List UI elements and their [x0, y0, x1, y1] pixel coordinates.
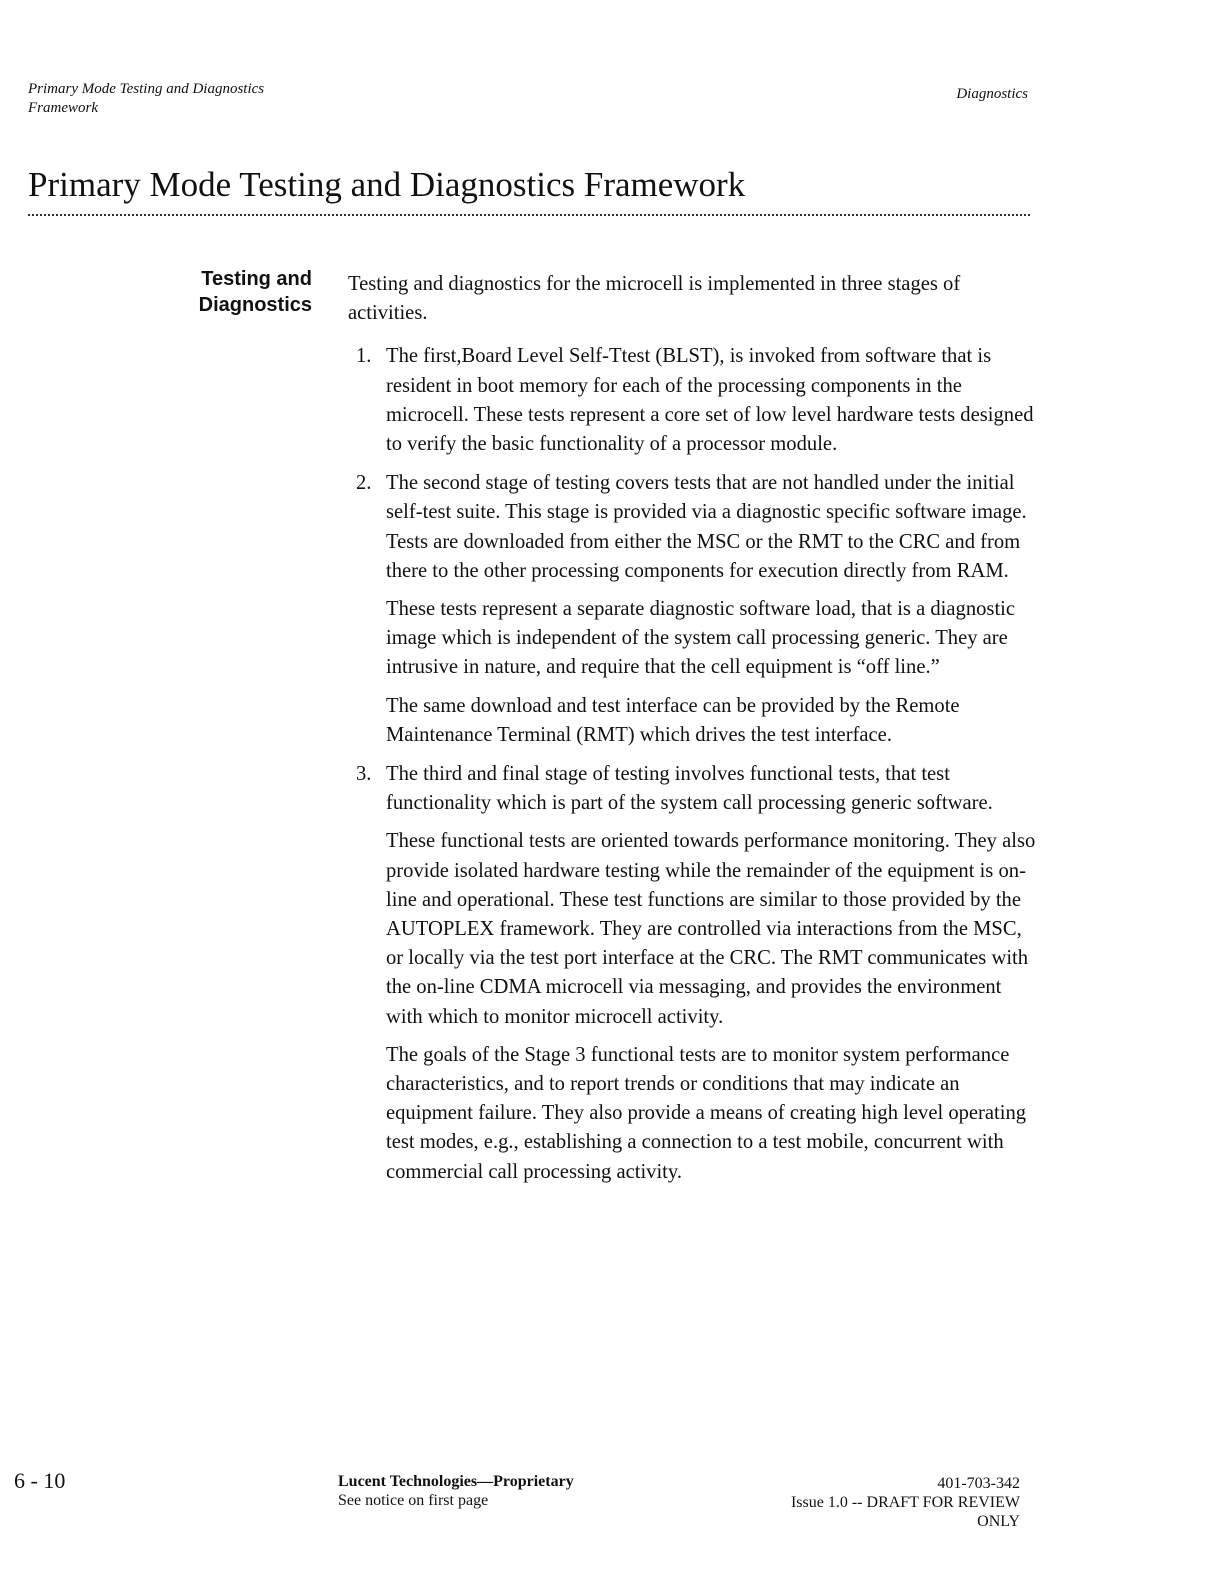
- section-side-heading: [150, 266, 312, 318]
- list-item-number: 1.: [356, 345, 372, 368]
- running-header-left: [28, 80, 428, 118]
- list-item-number: 3.: [356, 763, 372, 786]
- footer-doc-info: [700, 1474, 1020, 1531]
- footer-doc-number: 401-703-342: [937, 1475, 1020, 1492]
- list-item-paragraph: These tests represent a separate diagnostic software load, that is a diagnostic image which is independent of the system call processing generic. They are intrusive in nature, and require that the cell equipment is “off line.”: [386, 598, 1016, 679]
- title-divider: [28, 214, 1030, 216]
- list-item-paragraph: The third and final stage of testing involves functional tests, that test functionality which is part of the system call processing generic software.: [386, 763, 993, 815]
- list-item-paragraph: The second stage of testing covers tests that are not handled under the initial self-test suite. This stage is provided via a diagnostic specific software image. Tests are downloaded from either the MSC or the RMT to the CRC and from there to the other processing components for execution directly from RAM.: [386, 472, 1027, 582]
- intro-paragraph: Testing and diagnostics for the microcell is implemented in three stages of activities.: [348, 273, 961, 325]
- stages-list: [348, 342, 1038, 1186]
- list-item-paragraph: These functional tests are oriented towards performance monitoring. They also provide isolated hardware testing while the remainder of the equipment is on-line and operational. These test functions are similar to those provided by the AUTOPLEX framework. They are controlled via interactions from the MSC, or locally via the test port interface at the CRC. The RMT communicates with the on-line CDMA microcell via messaging, and provides the environment with which to monitor microcell activity.: [386, 830, 1036, 1028]
- list-item: [348, 342, 1038, 459]
- page-title: Primary Mode Testing and Diagnostics Framework: [28, 165, 746, 204]
- footer-company: Lucent Technologies—Proprietary: [338, 1473, 574, 1490]
- list-item: [348, 760, 1038, 1187]
- list-item-paragraph: The first,Board Level Self-Ttest (BLST), is invoked from software that is resident in boot memory for each of the processing components in the microcell. These tests represent a core set of low level hardware tests designed to verify the basic functionality of a processor module.: [386, 345, 1034, 456]
- list-item: [348, 469, 1038, 750]
- list-item-paragraph: The same download and test interface can be provided by the Remote Maintenance Terminal (RMT) which drives the test interface.: [386, 694, 960, 746]
- footer-proprietary: [338, 1472, 658, 1510]
- side-heading-line1: Testing and: [201, 268, 312, 290]
- footer-issue-line2: ONLY: [977, 1513, 1020, 1530]
- footer-issue-line1: Issue 1.0 -- DRAFT FOR REVIEW: [790, 1494, 1020, 1511]
- list-item-number: 2.: [356, 472, 372, 495]
- running-header-left-line1: Primary Mode Testing and Diagnostics: [28, 81, 265, 97]
- side-heading-line2: Diagnostics: [198, 294, 312, 316]
- running-header-left-line2: Framework: [28, 100, 98, 116]
- list-item-paragraph: The goals of the Stage 3 functional tests are to monitor system performance characteristics, and to report trends or conditions that may indicate an equipment failure. They also provide a means of creating high level operating test modes, e.g., establishing a connection to a test mobile, concurrent with commercial call processing activity.: [386, 1043, 1027, 1183]
- running-header-right: Diagnostics: [956, 86, 1028, 102]
- page-number: 6 - 10: [14, 1468, 66, 1493]
- section-body: [348, 270, 1038, 1197]
- footer-notice: See notice on first page: [338, 1492, 489, 1509]
